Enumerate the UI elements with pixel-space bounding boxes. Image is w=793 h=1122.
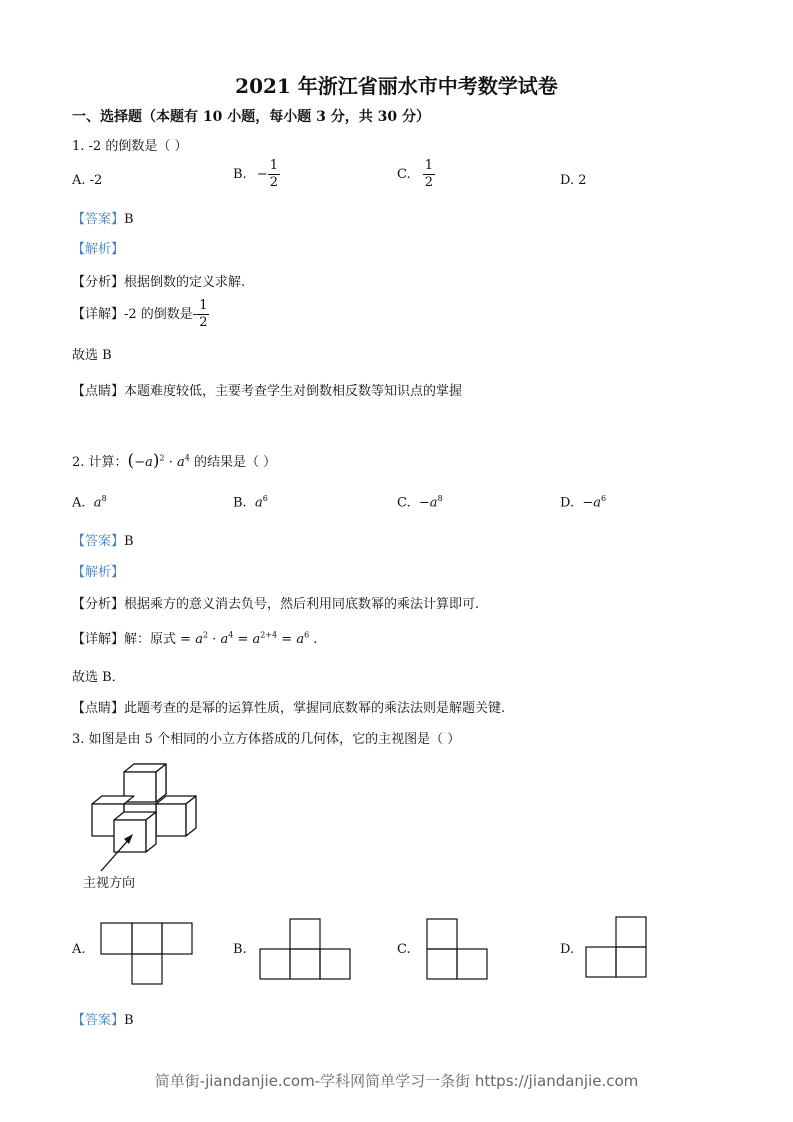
q3-option-c: C. <box>397 942 411 957</box>
q1-detail: 【详解】-2 的倒数是- $\frac{1}{2}$ <box>72 298 208 330</box>
q2-analysis-tag: 【解析】 <box>72 565 125 580</box>
option-c-figure <box>427 919 487 979</box>
q3-option-d: D. <box>560 942 575 957</box>
q2-stem: 2. 计算：$(-a)^2 \cdot a^4$ 的结果是（ ） <box>72 451 277 471</box>
q2-option-b: B. $a^6$ <box>233 494 268 511</box>
q1-option-c: C. $\frac{1}{2}$ <box>397 158 434 190</box>
q3-stem: 3. 如图是由 5 个相同的小立方体搭成的几何体，它的主视图是（ ） <box>72 732 461 747</box>
q2-detail: 【详解】解：原式 = $a^2 \cdot a^4 = a^{2+4} = a^6$ . <box>72 630 318 647</box>
q1-option-b: B. − $\frac{1}{2}$ <box>233 158 279 190</box>
q1-option-d: D. 2 <box>560 173 587 188</box>
q3-option-b: B. <box>233 942 247 957</box>
q1-option-a: A. -2 <box>72 173 103 188</box>
q2-option-a: A. $a^8$ <box>72 494 107 511</box>
q2-option-c: C. $-a^8$ <box>397 494 443 511</box>
view-direction-label: 主视方向 <box>83 876 136 891</box>
footer-watermark: 简单街-jiandanjie.com-学科网简单学习一条街 https://jiandanjie.com <box>154 1072 639 1090</box>
option-d-figure <box>586 917 646 977</box>
option-a-figure <box>101 923 192 984</box>
section-heading: 一、选择题（本题有 10 小题，每小题 3 分，共 30 分） <box>72 109 430 125</box>
q3-option-a: A. <box>72 942 86 957</box>
q2-conclude: 故选 B． <box>72 670 125 685</box>
q2-answer: 【答案】B <box>72 534 134 549</box>
q1-stem: 1. -2 的倒数是（ ） <box>72 139 188 154</box>
q1-conclude: 故选 B <box>72 348 112 363</box>
option-b-figure <box>260 919 350 979</box>
q1-fenxi: 【分析】根据倒数的定义求解. <box>72 275 246 290</box>
q1-answer: 【答案】B <box>72 212 134 227</box>
q1-comment: 【点睛】本题难度较低，主要考查学生对倒数相反数等知识点的掌握 <box>72 384 463 399</box>
q1-analysis-tag: 【解析】 <box>72 242 125 257</box>
q2-fenxi: 【分析】根据乘方的意义消去负号，然后利用同底数幂的乘法计算即可. <box>72 597 480 612</box>
page-title: 2021 年浙江省丽水市中考数学试卷 <box>235 74 558 98</box>
q2-comment: 【点睛】此题考查的是幂的运算性质，掌握同底数幂的乘法法则是解题关键. <box>72 701 506 716</box>
q2-option-d: D. $-a^6$ <box>560 494 607 511</box>
q3-answer: 【答案】B <box>72 1013 134 1028</box>
